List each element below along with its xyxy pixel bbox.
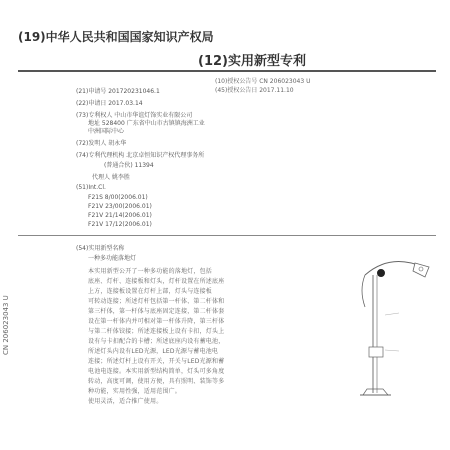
abstract-line: 第三杆体，第一杆体与底座固定连接，第二杆体套 (88, 308, 225, 315)
patent-office-header: (19)中华人民共和国国家知识产权局 (18, 30, 214, 44)
abstract-line: 连接；所述灯杆上设有开关，开关与LED光源和蓄 (88, 358, 225, 365)
applicant-name: (73)专利权人 中山市华谊灯饰实业有限公司 (76, 112, 193, 119)
abstract-line: 所述灯头内设有LED光源，LED光源与蓄电池电 (88, 348, 219, 355)
abstract-line: 上方，连接板设置在灯杆上部，灯头与连接板 (88, 288, 213, 295)
publication-date: (45)授权公告日 2017.11.10 (215, 87, 294, 94)
abstract-line: 转动，高度可调，使用方便，具有照明、装饰等多 (88, 378, 225, 385)
abstract-line: 与第二杆体铰接；所述连接板上设有卡扣，灯头上 (88, 328, 225, 335)
patent-agency-2: (普通合伙) 11394 (104, 162, 154, 169)
ipc-header: (51)Int.Cl. (76, 184, 106, 191)
abstract-line: 本实用新型公开了一种多功能的落地灯，包括 (88, 268, 213, 275)
patent-type-title: (12)实用新型专利 (198, 54, 306, 69)
abstract-line: 种功能，实用性强，适用范围广。 (88, 388, 182, 395)
abstract-line: 使用灵活，适合推广使用。 (88, 398, 163, 405)
ipc-code-2: F21V 23/00(2006.01) (88, 203, 152, 210)
vertical-publication-number: CN 206023043 U (2, 295, 10, 355)
patent-agent: 代理人 姚李胜 (92, 174, 130, 181)
patent-agency: (74)专利代理机构 北京卓恒知识产权代理事务所 (76, 152, 205, 159)
header-divider (18, 70, 436, 72)
abstract-line: 可转动连接；所述灯杆包括第一杆体、第二杆体和 (88, 298, 225, 305)
abstract-line: 底座、灯杆、连接板和灯头，灯杆设置在所述底座 (88, 278, 225, 285)
application-number: (21)申请号 201720231046.1 (76, 88, 160, 95)
filing-date: (22)申请日 2017.03.14 (76, 100, 143, 107)
ipc-code-1: F21S 8/00(2006.01) (88, 194, 148, 201)
section-divider (18, 235, 436, 236)
utility-model-title: 一种多功能落地灯 (88, 255, 137, 262)
applicant-address: 地址 528400 广东省中山市古镇镇海洲工业 (88, 120, 205, 127)
abstract-line: 电池电连接。本实用新型结构简单，灯头可多角度 (88, 368, 225, 375)
abstract-line: 设有与卡扣配合的卡槽；所述底座内设有蓄电池， (88, 338, 225, 345)
abstract-line: 设在第一杆体内并可相对第一杆体升降，第三杆体 (88, 318, 225, 325)
ipc-code-3: F21V 21/14(2006.01) (88, 212, 152, 219)
publication-number: (10)授权公告号 CN 206023043 U (215, 78, 311, 85)
ipc-code-4: F21V 17/12(2006.01) (88, 221, 152, 228)
inventor: (72)发明人 胡永华 (76, 140, 127, 147)
applicant-address-2: 中洲国际中心 (88, 128, 125, 135)
floor-lamp-drawing (355, 255, 435, 405)
abstract-heading: (54)实用新型名称 (76, 245, 125, 252)
